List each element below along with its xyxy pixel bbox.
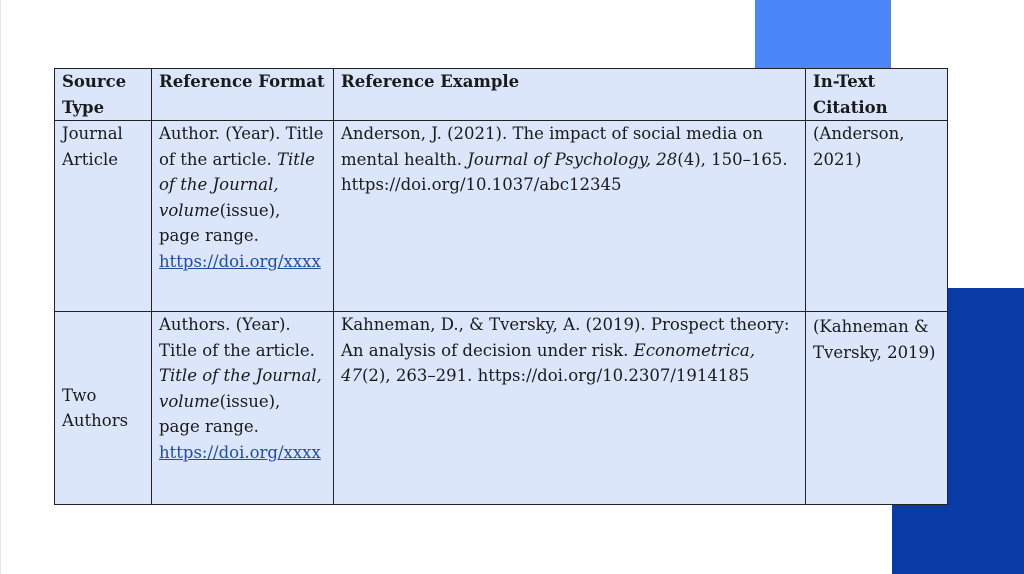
format-issue: (issue), page range. — [159, 200, 281, 245]
format-text: Author. (Year). Title of the article. — [159, 124, 324, 169]
reference-table — [54, 68, 948, 505]
format-issue: (issue), page range. — [159, 391, 281, 436]
table-row — [55, 121, 948, 312]
example-text: Anderson, J. (2021). The impact of social media on mental health. — [341, 124, 763, 169]
in-text-citation-cell: (Kahneman & Tversky, 2019) — [806, 312, 948, 505]
reference-example-cell — [334, 121, 806, 312]
format-journal: Title of the Journal, — [159, 366, 322, 385]
source-type-cell: Two Authors — [55, 312, 152, 505]
header-in-text-citation: In-Text Citation — [806, 69, 948, 121]
format-volume: volume — [159, 391, 220, 411]
example-details: (2), 263–291. https://doi.org/10.2307/1914185 — [362, 366, 750, 385]
format-text: Authors. (Year). Title of the article. — [159, 315, 315, 360]
example-journal: Journal of Psychology, 28 — [467, 149, 678, 169]
reference-example-cell — [334, 312, 806, 505]
source-type-cell: Journal Article — [55, 121, 152, 312]
header-source-type: Source Type — [55, 69, 152, 121]
example-journal: Econometrica, 47 — [341, 340, 755, 385]
example-details: (4), 150–165. https://doi.org/10.1037/abc12345 — [341, 149, 788, 194]
format-journal: Title of the Journal, — [159, 149, 315, 194]
header-reference-example: Reference Example — [334, 69, 806, 121]
in-text-citation-cell: (Anderson, 2021) — [806, 121, 948, 312]
slide-edge-line — [0, 0, 1, 574]
table-row — [55, 312, 948, 505]
doi-link[interactable]: https://doi.org/xxxx — [159, 251, 321, 271]
accent-block-top — [755, 0, 891, 68]
reference-format-cell — [152, 312, 334, 505]
example-text: Kahneman, D., & Tversky, A. (2019). Prospect theory: An analysis of decision under risk. — [341, 315, 790, 360]
format-volume: volume — [159, 200, 220, 220]
header-reference-format: Reference Format — [152, 69, 334, 121]
reference-format-cell — [152, 121, 334, 312]
doi-link[interactable]: https://doi.org/xxxx — [159, 442, 321, 462]
table-header-row — [55, 69, 948, 121]
